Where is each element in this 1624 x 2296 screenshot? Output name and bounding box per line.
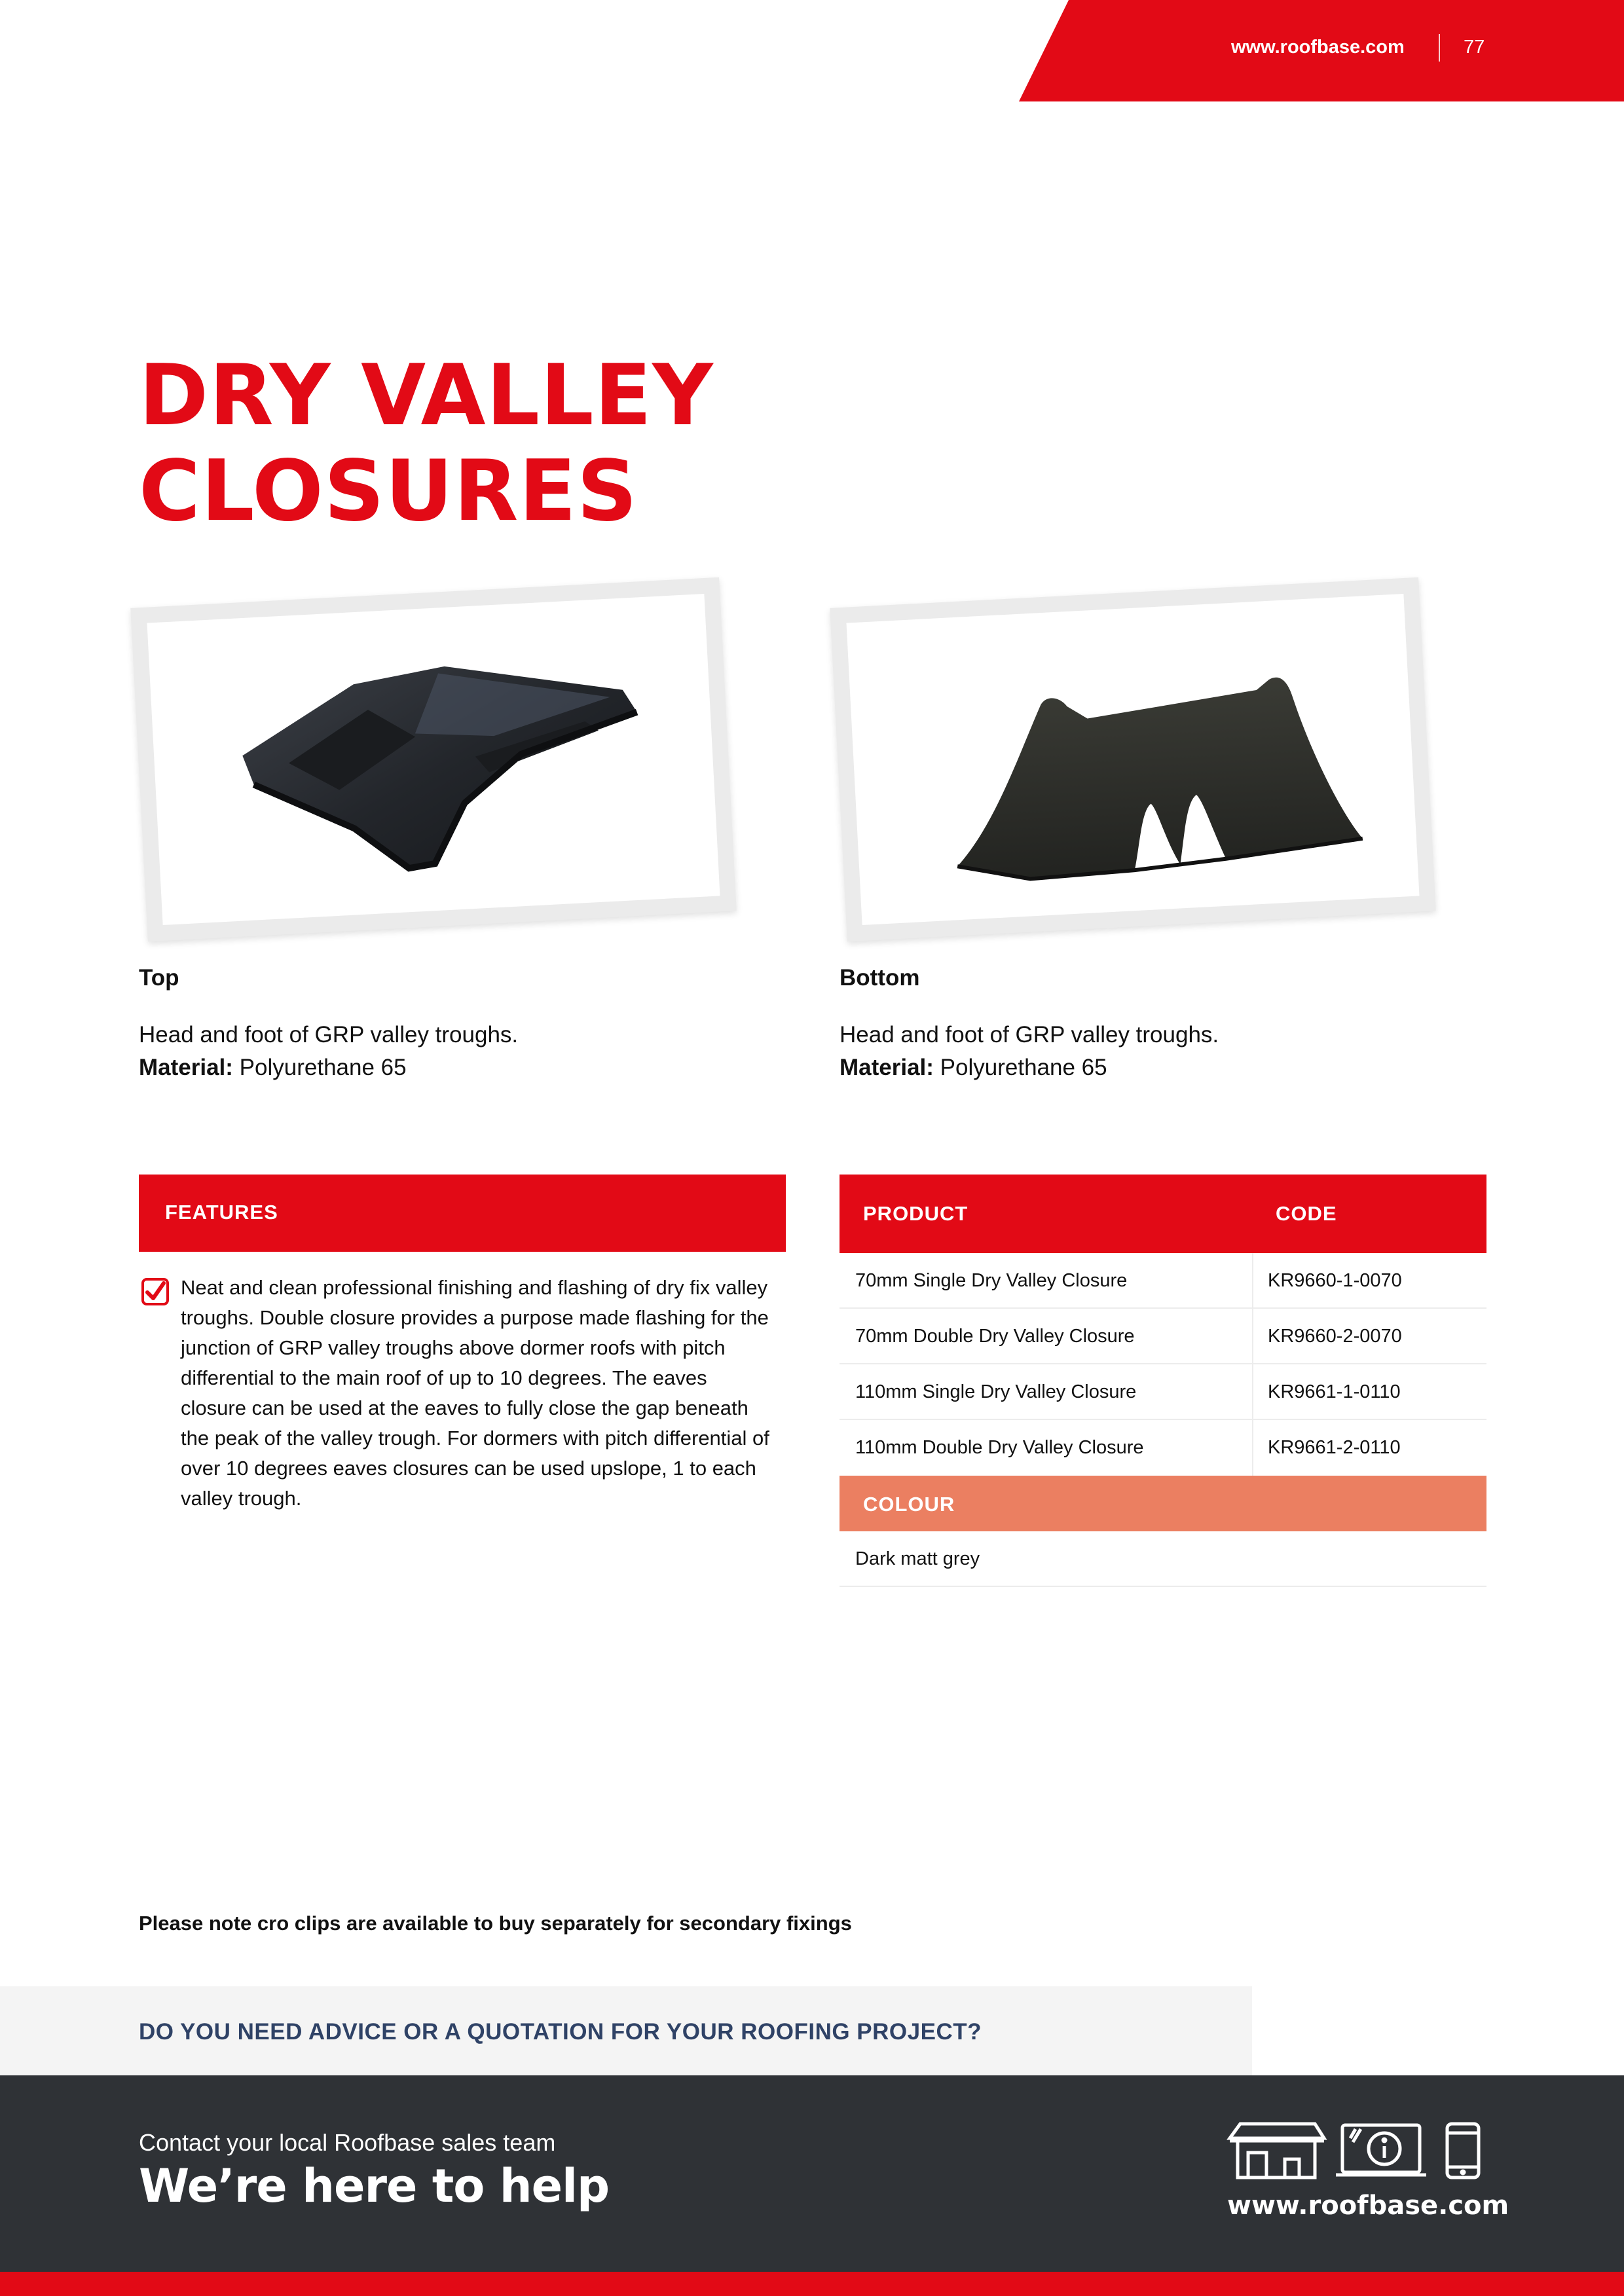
row-code: KR9661-2-0110	[1268, 1437, 1401, 1458]
product-description-bottom: Head and foot of GRP valley troughs.	[840, 1022, 1219, 1048]
row-product: 110mm Double Dry Valley Closure	[855, 1437, 1144, 1458]
row-code: KR9660-2-0070	[1268, 1326, 1402, 1347]
product-photo-top	[130, 577, 736, 941]
page-title-line1: DRY VALLEY	[139, 347, 714, 445]
feature-item: Neat and clean professional finishing and flashing of dry fix valley troughs. Double closure provides a purpose made flashing for the junction of GRP valley troughs above dormer roofs with pitch differential to the main roof of up to 10 degrees. The eaves closure can be used at the eaves to fully close the gap beneath the peak of the valley trough. For dormers with pitch differential of over 10 degrees eaves closures can be used upslope, 1 to each valley trough.	[181, 1276, 769, 1510]
product-description-top: Head and foot of GRP valley troughs.	[139, 1022, 519, 1048]
colour-value: Dark matt grey	[855, 1548, 980, 1569]
footer-tagline: We’re here to help	[139, 2159, 610, 2213]
column-header-product: PRODUCT	[863, 1202, 969, 1225]
footer-url[interactable]: www.roofbase.com	[1227, 2191, 1509, 2221]
table-row	[840, 1253, 1486, 1309]
store-icon	[1230, 2124, 1324, 2178]
footer-red-bar	[0, 2272, 1624, 2296]
row-product: 70mm Single Dry Valley Closure	[855, 1270, 1128, 1291]
product-caption-top	[139, 1019, 518, 1084]
top-closure-image	[147, 594, 720, 925]
table-row	[840, 1309, 1486, 1364]
advice-text: DO YOU NEED ADVICE OR A QUOTATION FOR YOUR ROOFING PROJECT?	[139, 2019, 982, 2045]
checkbox-tick-icon	[141, 1278, 169, 1305]
page-number: 77	[1464, 37, 1485, 58]
product-table	[840, 1175, 1486, 1587]
material-label-top: Material:	[139, 1055, 233, 1080]
colour-row	[840, 1531, 1486, 1587]
table-header	[840, 1175, 1486, 1253]
product-caption-bottom	[840, 1019, 1219, 1084]
header-divider	[1439, 34, 1440, 62]
material-label-bottom: Material:	[840, 1055, 934, 1080]
table-row	[840, 1420, 1486, 1476]
product-photo-bottom	[830, 577, 1435, 941]
footer	[0, 2075, 1624, 2272]
row-code: KR9661-1-0110	[1268, 1381, 1401, 1402]
row-code: KR9660-1-0070	[1268, 1270, 1402, 1291]
column-header-code: CODE	[1276, 1202, 1337, 1225]
phone-icon	[1447, 2124, 1479, 2178]
row-product: 110mm Single Dry Valley Closure	[855, 1381, 1137, 1402]
features-heading: FEATURES	[165, 1201, 278, 1224]
fixings-note: Please note cro clips are available to buy separately for secondary fixings	[139, 1912, 852, 1935]
contact-icons	[1226, 2121, 1488, 2180]
header-url[interactable]: www.roofbase.com	[1231, 37, 1405, 58]
advice-band	[0, 1986, 1252, 2075]
page-title	[139, 348, 1056, 539]
features-header	[139, 1175, 786, 1252]
material-value-bottom: Polyurethane 65	[940, 1055, 1107, 1080]
contact-line: Contact your local Roofbase sales team	[139, 2129, 556, 2156]
row-product: 70mm Double Dry Valley Closure	[855, 1326, 1135, 1347]
colour-header	[840, 1476, 1486, 1531]
bottom-closure-image	[846, 594, 1419, 925]
material-value-top: Polyurethane 65	[239, 1055, 407, 1080]
table-row	[840, 1364, 1486, 1420]
product-name-top: Top	[139, 965, 179, 991]
page-title-line2: CLOSURES	[139, 443, 638, 540]
colour-heading: COLOUR	[863, 1493, 955, 1516]
product-name-bottom: Bottom	[840, 965, 920, 991]
laptop-info-icon	[1336, 2125, 1426, 2175]
